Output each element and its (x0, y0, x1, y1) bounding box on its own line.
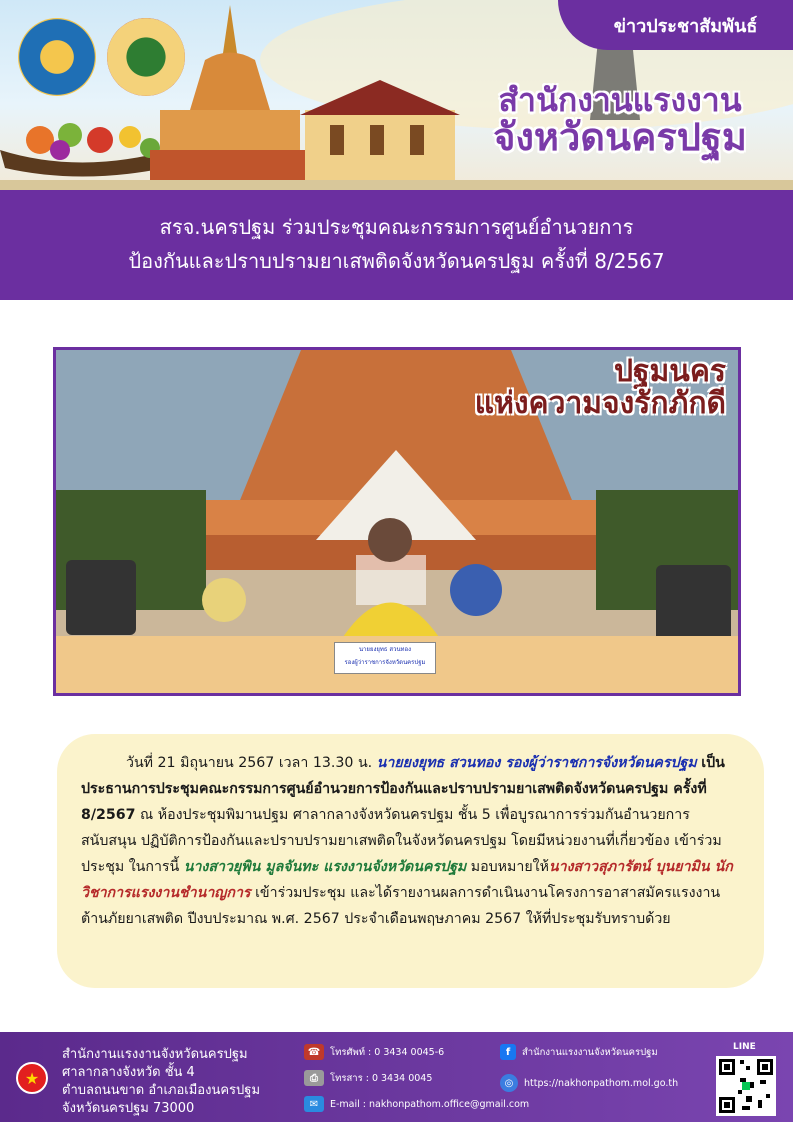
photo-caption-line1: ปฐมนคร (613, 354, 726, 389)
office-title-line1: สำนักงานแรงงาน (498, 81, 742, 119)
photo-caption (396, 356, 726, 419)
nameplate-line2: รองผู้ว่าราชการจังหวัดนครปฐม (344, 659, 426, 666)
address-line3: ตำบลถนนขาด อำเภอเมืองนครปฐม (62, 1083, 261, 1098)
headline-band (0, 190, 793, 300)
header-banner (0, 0, 793, 190)
meeting-title: เป็นประธานการประชุมคณะกรรมการศูนย์อำนวยการป้องกันและปราบปรามยาเสพติดจังหวัดนครปฐม ครั้งที่ 8/2567 (81, 755, 725, 823)
ministry-of-labour-logo (107, 18, 185, 96)
website-text[interactable]: https://nakhonpathom.mol.go.th (524, 1077, 679, 1089)
footer-email[interactable] (304, 1096, 529, 1112)
photo-caption-line2: แห่งความจงรักภักดี (474, 385, 726, 421)
chairperson-name: นายยงยุทธ สวนทอง รองผู้ว่าราชการจังหวัดนครปฐม (376, 755, 697, 771)
department-seal-logo (18, 18, 96, 96)
article-report-text: เข้าร่วมประชุม และได้รายงานผลการดำเนินงานโครงการอาสาสมัครแรงงานต้านภัยยาเสพติด ปีงบประมาณ พ.ศ. 2567 ประจำเดือนพฤษภาคม 2567 ให้ที่ประชุมรับทราบด้วย (81, 885, 721, 927)
office-title (455, 81, 785, 159)
office-emblem-icon: ★ (16, 1062, 48, 1094)
phone-text: โทรศัพท์ : 0 3434 0045-6 (330, 1046, 445, 1058)
headline-line1: สรจ.นครปฐม ร่วมประชุมคณะกรรมการศูนย์อำนวยการ (159, 215, 634, 239)
address-line2: ศาลากลางจังหวัด ชั้น 4 (62, 1065, 195, 1080)
fax-icon: ⎙ (304, 1070, 324, 1086)
address-line4: จังหวัดนครปฐม 73000 (62, 1101, 195, 1116)
article-assign-text: มอบหมายให้ (466, 859, 549, 875)
article-date-text: วันที่ 21 มิถุนายน 2567 เวลา 13.30 น. (126, 755, 377, 771)
line-label: LINE (733, 1042, 756, 1052)
fax-text: โทรสาร : 0 3434 0045 (330, 1072, 433, 1084)
press-release-badge: ข่าวประชาสัมพันธ์ (558, 0, 793, 50)
meeting-photo (53, 347, 741, 696)
email-icon: ✉ (304, 1096, 324, 1112)
article-paragraph (81, 750, 742, 932)
line-qr-code[interactable] (716, 1056, 776, 1116)
footer-phone (304, 1044, 444, 1060)
footer-address (62, 1046, 260, 1118)
article-venue-text: ณ ห้องประชุมพิมานปฐม ศาลากลางจังหวัดนครปฐม ชั้น 5 เพื่อบูรณาการร่วมกันอำนวยการ สนับสนุน ปฏิบัติการป้องกันและปราบปรามยาเสพติดในจังหวัดนครปฐม โดยมีหน่วยงานที่เกี่ยวข้อง เข้าร่วมประชุม ในการนี้ (81, 807, 722, 875)
footer-fax (304, 1070, 432, 1086)
provincial-labour-officer: นางสาวยุพิน มูลจันทะ แรงงานจังหวัดนครปฐม (183, 859, 467, 875)
headline-line2: ป้องกันและปราบปรามยาเสพติดจังหวัดนครปฐม ครั้งที่ 8/2567 (128, 249, 665, 273)
footer-website[interactable] (500, 1074, 678, 1092)
facebook-icon: f (500, 1044, 516, 1060)
address-line1: สำนักงานแรงงานจังหวัดนครปฐม (62, 1047, 248, 1062)
website-icon: ◎ (500, 1074, 518, 1092)
office-title-line2: จังหวัดนครปฐม (493, 114, 747, 159)
desk-nameplate (334, 642, 436, 674)
assigned-officer: นางสาวสุภารัตน์ บุนยามิน นักวิชาการแรงงานชำนาญการ (81, 859, 733, 901)
phone-icon: ☎ (304, 1044, 324, 1060)
email-text[interactable]: E-mail : nakhonpathom.office@gmail.com (330, 1098, 530, 1110)
footer (0, 1032, 793, 1122)
facebook-text[interactable]: สำนักงานแรงงานจังหวัดนครปฐม (522, 1046, 658, 1058)
nameplate-line1: นายยงยุทธ สวนทอง (358, 646, 412, 653)
footer-facebook[interactable] (500, 1044, 658, 1060)
article-body (57, 734, 764, 988)
